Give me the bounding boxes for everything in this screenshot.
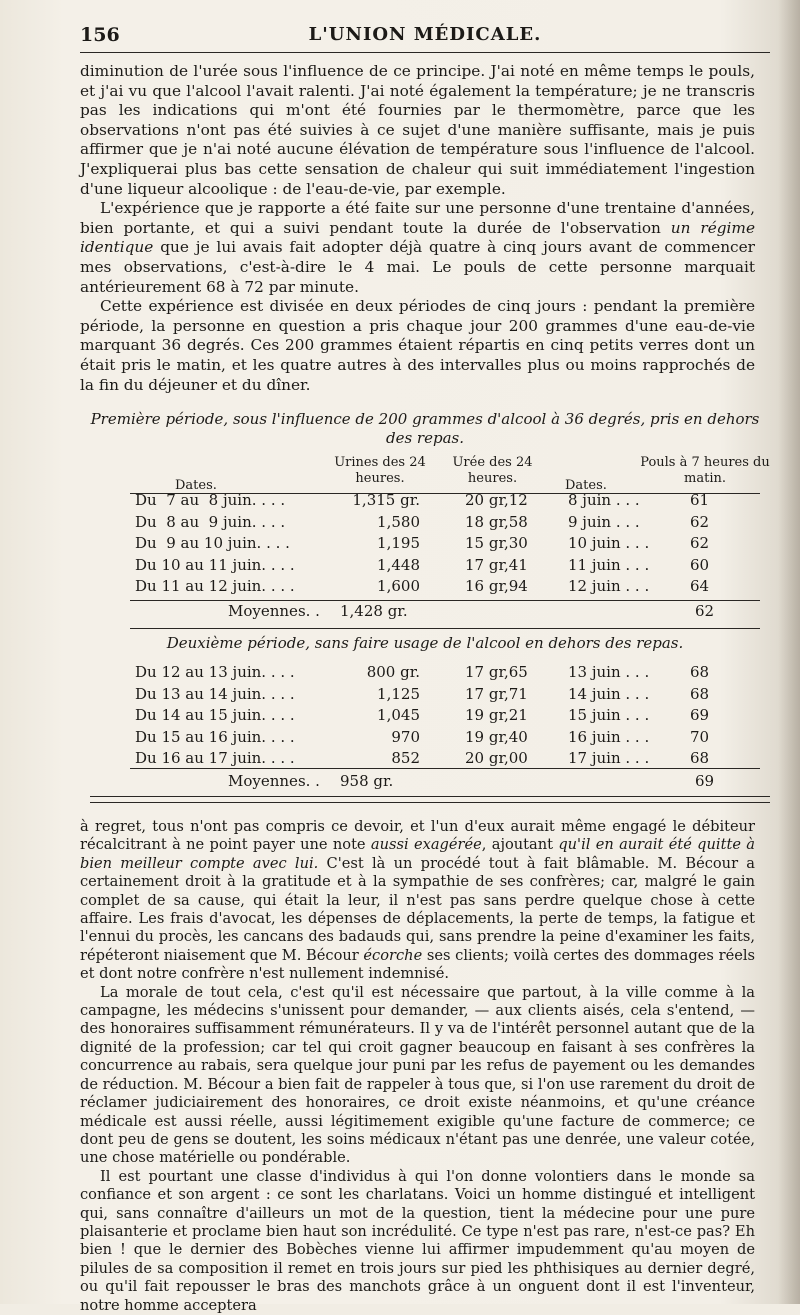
paragraph-1: diminution de l'urée sous l'influence de ce principe. J'ai noté en même temps le pouls, et j'ai vu que l'alcool l'avait ralenti. J'ai noté également la température; je ne transcris pas les indications qui m'ont été fournies par le thermomètre, parce que les observations n'ont pas été suivies à ce sujet d'une manière suffisante, mais je puis affirmer que je n'ai noté aucune élévation de température sous l'influence de l'alcool. J'expliquerai plus bas cette sensation de chaleur qui suit immédiatement l'ingestion d'une liqueur alcoolique : de l'eau-de-vie, par exemple. xyxy=(80,62,755,198)
table-caption-period-2: Deuxième période, sans faire usage de l'alcool en dehors des repas. xyxy=(166,634,684,652)
table-row xyxy=(0,662,800,683)
cell-urines: 1,195 xyxy=(377,534,420,552)
cell-uree: 20 gr,12 xyxy=(465,491,528,509)
cell-urines: 1,315 gr. xyxy=(352,491,420,509)
cell-pouls: 68 xyxy=(690,663,710,681)
cell-urines: 800 gr. xyxy=(366,663,420,681)
cell-pouls: 60 xyxy=(690,555,710,574)
cell-pouls: 68 xyxy=(690,684,710,703)
cell-date: 11 juin . . . xyxy=(568,555,650,574)
cell-pouls: 62 xyxy=(690,512,710,531)
average-label-1: Moyennes. . xyxy=(228,602,320,620)
cell-period: Du 15 au 16 juin. . . . xyxy=(135,727,295,746)
paragraph-2 xyxy=(80,199,755,297)
average-label-2: Moyennes. . xyxy=(228,772,320,790)
cell-date: 13 juin . . . xyxy=(568,663,650,681)
cell-date: 12 juin . . . xyxy=(568,577,650,595)
table-row xyxy=(0,684,800,705)
table-rule-subtotal-2 xyxy=(130,768,760,769)
column-header-uree: Urée des 24 heures. xyxy=(452,455,533,486)
page-edge-shadow xyxy=(778,0,800,1304)
closing-p1-text-b: , ajoutant xyxy=(481,836,559,854)
table-caption-period-1: Première période, sous l'influence de 200 grammes d'alcool à 36 degrés, pris en dehors des repas. xyxy=(90,410,760,447)
table-row xyxy=(0,533,800,554)
cell-urines: 970 xyxy=(391,727,420,746)
table-row xyxy=(0,748,800,769)
closing-paragraph-3: Il est pourtant une classe d'individus à qui l'on donne volontiers dans le monde sa confiance et son argent : ce sont les charlatans. Voici un homme distingué et intelligent qui, sans connaître d'ailleurs un mot de la question, tient la médecine pour une pure plaisanterie et proclame bien haut son incrédulité. Ce type n'est pas rare, n'est-ce pas? Eh bien ! que le dernier des Bobèches vienne lui affirmer impudemment qu'au moyen de pilules de sa composition il remet en trois jours sur pied les phthisiques au dernier degré, ou qu'il fait repousser le bras des manchots grâce à un onguent dont il est l'inventeur, notre homme acceptera xyxy=(80,1167,755,1314)
cell-pouls: 61 xyxy=(690,491,710,509)
table-rule-mid xyxy=(130,628,760,629)
table-row xyxy=(0,490,800,511)
cell-pouls: 69 xyxy=(690,706,710,724)
cell-urines: 1,580 xyxy=(377,512,420,531)
closing-p1-emphasis-2: qu'il en aurait été quitte à bien meilleur compte avec lui. xyxy=(80,836,755,872)
cell-uree: 17 gr,65 xyxy=(465,663,528,681)
cell-period: Du 13 au 14 juin. . . . xyxy=(135,684,295,703)
cell-period: Du 11 au 12 juin. . . . xyxy=(135,577,295,595)
cell-urines: 1,045 xyxy=(377,706,420,724)
cell-pouls: 64 xyxy=(690,577,710,595)
cell-period: Du 9 au 10 juin. . . . xyxy=(135,534,290,552)
cell-uree: 15 gr,30 xyxy=(465,534,528,552)
table-row xyxy=(0,512,800,533)
cell-date: 14 juin . . . xyxy=(568,684,650,703)
average-pouls-1: 62 xyxy=(695,602,715,620)
closing-p1-text-c: C'est là un procédé tout à fait blâmable. M. Bécour a certainement droit à la gratitude et à la sympathie de ses confrères; car, malgré le gain complet de sa cause, qui était la leur, il n'est pas sans perdre quelque chose à cette affaire. Les frais d'avocat, les dépenses de déplacements, la perte de temps, la fatigue et l'ennui du procès, les cancans des badauds qui, sans prendre la peine d'examiner les faits, répéteront niaisement que M. Bécour xyxy=(80,854,755,964)
cell-date: 16 juin . . . xyxy=(568,727,650,746)
running-head xyxy=(80,22,770,53)
cell-uree: 16 gr,94 xyxy=(465,577,528,595)
cell-uree: 17 gr,71 xyxy=(465,684,528,703)
closing-p1-emphasis-1: aussi exagérée xyxy=(370,836,482,854)
cell-period: Du 16 au 17 juin. . . . xyxy=(135,749,295,767)
paragraph-2-text-a: L'expérience que je rapporte a été faite sur une personne d'une trentaine d'années, bien portante, et qui a suivi pendant toute la durée de l'observation xyxy=(80,199,755,237)
cell-uree: 19 gr,40 xyxy=(465,727,528,746)
column-header-urines: Urines des 24 heures. xyxy=(334,455,426,486)
cell-date: 10 juin . . . xyxy=(568,534,650,552)
cell-uree: 18 gr,58 xyxy=(465,512,528,531)
cell-date: 15 juin . . . xyxy=(568,706,650,724)
closing-paragraph-1 xyxy=(80,818,755,984)
cell-pouls: 62 xyxy=(690,534,710,552)
table-row xyxy=(0,555,800,576)
cell-date: 9 juin . . . xyxy=(568,512,640,531)
closing-p1-text-d: ses clients; voilà certes des dommages réels et dont notre confrère n'est nullement indemnisé. xyxy=(80,946,755,983)
cell-period: Du 14 au 15 juin. . . . xyxy=(135,706,295,724)
cell-date: 17 juin . . . xyxy=(568,749,650,767)
column-header-dates: Dates. xyxy=(175,478,217,493)
cell-period: Du 10 au 11 juin. . . . xyxy=(135,555,295,574)
cell-pouls: 68 xyxy=(690,749,710,767)
column-header-pouls: Pouls à 7 heures du matin. xyxy=(640,455,770,486)
cell-urines: 1,448 xyxy=(377,555,420,574)
section-separator xyxy=(90,796,770,803)
closing-paragraph-2: La morale de tout cela, c'est qu'il est nécessaire que partout, à la ville comme à la campagne, les médecins s'unissent pour demander, — aux clients aisés, cela s'entend, — des honoraires suffisamment rémunérateurs. Il y va de l'intérêt personnel autant que de la dignité de la profession; car tel qui croit gagner beaucoup en faisant à ses confrères la concurrence au rabais, sera quelque jour puni par les refus de payement ou les demandes de réduction. M. Bécour a bien fait de rappeler à tous que, si l'on use rarement du droit de réclamer judiciairement des honoraires, ce droit existe néanmoins, et qu'une créance médicale est aussi réelle, aussi légitimement exigible qu'une facture de commerce; ce dont peu de gens se doutent, les soins médicaux n'étant pas une denrée, une valeur cotée, une chose matérielle ou pondérable. xyxy=(80,983,755,1167)
page-number: 156 xyxy=(80,24,120,46)
average-urines-2: 958 gr. xyxy=(340,772,394,790)
cell-period: Du 8 au 9 juin. . . . xyxy=(135,512,286,531)
closing-p1-emphasis-3: écorche xyxy=(363,946,423,964)
cell-uree: 19 gr,21 xyxy=(465,706,528,724)
table-rule-subtotal-1 xyxy=(130,600,760,601)
average-pouls-2: 69 xyxy=(695,772,715,790)
cell-uree: 17 gr,41 xyxy=(465,555,528,574)
cell-date: 8 juin . . . xyxy=(568,491,640,509)
journal-title: L'UNION MÉDICALE. xyxy=(308,24,542,45)
table-row xyxy=(0,705,800,726)
cell-period: Du 7 au 8 juin. . . . xyxy=(135,491,286,509)
paragraph-2-text-b: que je lui avais fait adopter déjà quatre à cinq jours avant de commencer mes observations, c'est-à-dire le 4 mai. Le pouls de cette personne marquait antérieurement 68 à 72 par minute. xyxy=(80,238,755,296)
paragraph-3: Cette expérience est divisée en deux périodes de cinq jours : pendant la première période, la personne en question a pris chaque jour 200 grammes d'une eau-de-vie marquant 36 degrés. Ces 200 grammes étaient répartis en cinq petits verres dont un était pris le matin, et les quatre autres à des intervalles plus ou moins rapprochés de la fin du déjeuner et du dîner. xyxy=(80,297,755,394)
intro-text xyxy=(80,62,755,395)
closing-text xyxy=(80,818,755,1315)
average-urines-1: 1,428 gr. xyxy=(340,602,408,620)
cell-urines: 1,600 xyxy=(377,577,420,595)
paragraph-2-emphasis: un régime identique xyxy=(80,218,755,257)
table-row xyxy=(0,727,800,748)
cell-pouls: 70 xyxy=(690,727,710,746)
column-header-dates-2: Dates. xyxy=(565,478,607,493)
cell-urines: 852 xyxy=(391,749,420,767)
cell-period: Du 12 au 13 juin. . . . xyxy=(135,663,295,681)
closing-p1-text-a: à regret, tous n'ont pas compris ce devoir, et l'un d'eux aurait même engagé le débiteur récalcitrant à ne point payer une note xyxy=(80,818,755,854)
table-row xyxy=(0,576,800,597)
cell-uree: 20 gr,00 xyxy=(465,749,528,767)
cell-urines: 1,125 xyxy=(377,684,420,703)
